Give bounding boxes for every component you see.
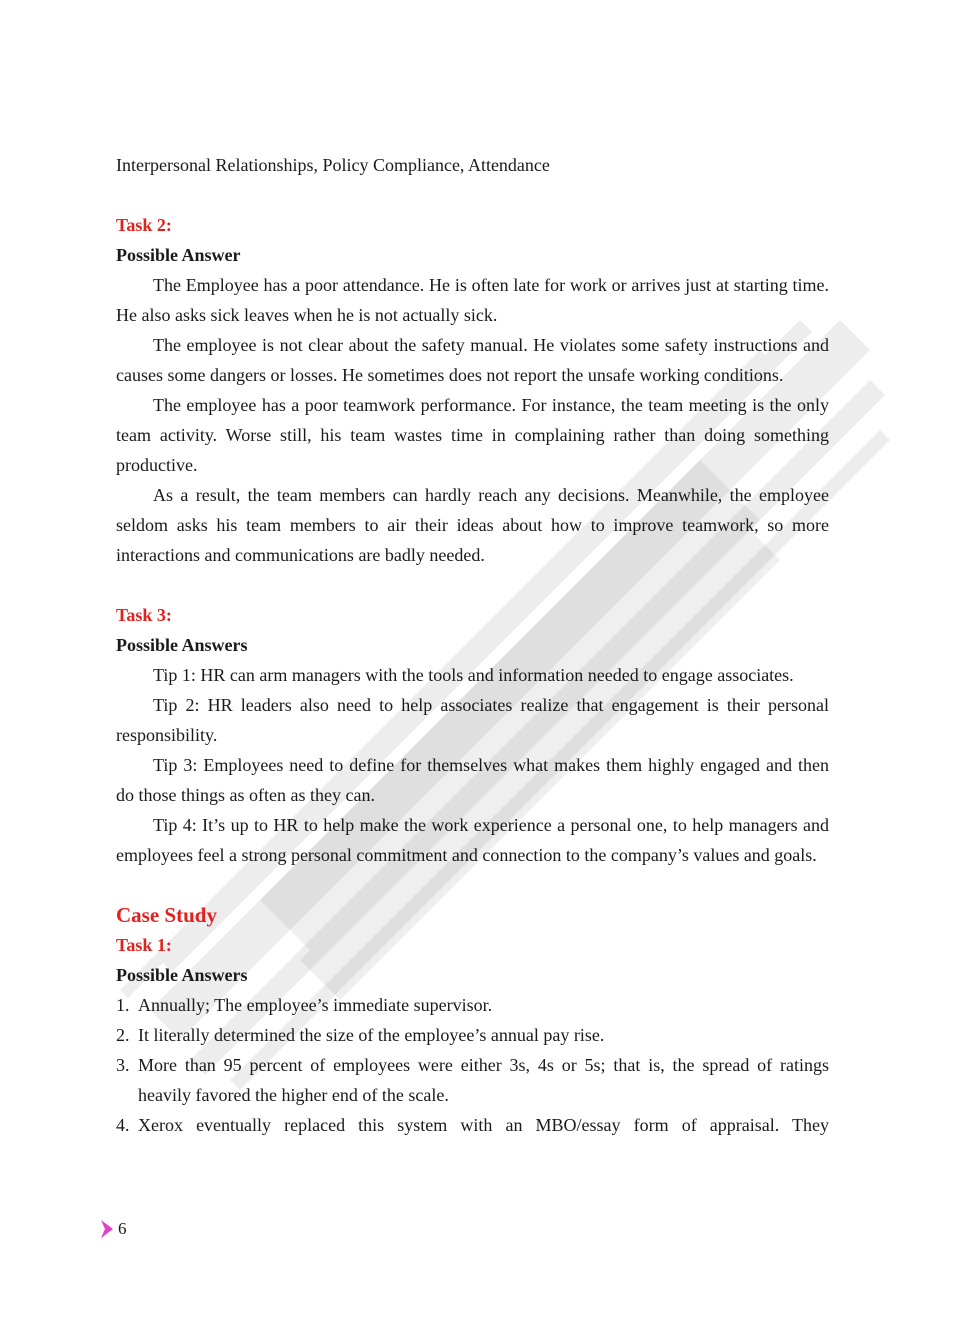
list-text: It literally determined the size of the employee’s annual pay rise. xyxy=(138,1025,605,1045)
page-number: 6 xyxy=(118,1219,127,1238)
task3-subheading: Possible Answers xyxy=(116,635,248,655)
task2-paragraph: As a result, the team members can hardly reach any decisions. Meanwhile, the employee seldom asks his team members to air their ideas about how to improve teamwork, so more interactions and communications are badly needed. xyxy=(116,485,829,565)
case-study-subheading: Possible Answers xyxy=(116,965,248,985)
task2-heading: Task 2: xyxy=(116,215,172,235)
task2-section xyxy=(116,210,829,570)
case-study-task1-heading: Task 1: xyxy=(116,935,172,955)
list-number: 4. xyxy=(116,1115,130,1135)
task3-section xyxy=(116,600,829,870)
list-number: 3. xyxy=(116,1055,130,1075)
page-footer xyxy=(100,1219,127,1239)
intro-line: Interpersonal Relationships, Policy Compliance, Attendance xyxy=(116,155,550,175)
case-study-section xyxy=(116,900,829,1140)
list-text: More than 95 percent of employees were either 3s, 4s or 5s; that is, the spread of ratings heavily favored the higher end of the scale. xyxy=(138,1055,829,1105)
task2-subheading: Possible Answer xyxy=(116,245,241,265)
task2-paragraph: The employee has a poor teamwork performance. For instance, the team meeting is the only team activity. Worse still, his team wastes time in complaining rather than doing something productive. xyxy=(116,395,829,475)
list-item xyxy=(116,1110,829,1140)
list-number: 2. xyxy=(116,1025,130,1045)
list-text: Xerox eventually replaced this system with an MBO/essay form of appraisal. They xyxy=(138,1115,829,1135)
list-item xyxy=(116,1050,829,1110)
list-number: 1. xyxy=(116,995,130,1015)
task2-paragraph: The Employee has a poor attendance. He is often late for work or arrives just at starting time. He also asks sick leaves when he is not actually sick. xyxy=(116,275,829,325)
task3-tip: Tip 2: HR leaders also need to help associates realize that engagement is their personal responsibility. xyxy=(116,695,829,745)
task3-tip: Tip 4: It’s up to HR to help make the work experience a personal one, to help managers and employees feel a strong personal commitment and connection to the company’s values and goals. xyxy=(116,815,829,865)
list-item xyxy=(116,990,829,1020)
list-text: Annually; The employee’s immediate supervisor. xyxy=(138,995,493,1015)
task3-heading: Task 3: xyxy=(116,605,172,625)
list-item xyxy=(116,1020,829,1050)
case-study-heading: Case Study xyxy=(116,903,217,927)
task3-tip: Tip 1: HR can arm managers with the tools and information needed to engage associates. xyxy=(153,665,794,685)
pink-arrow-icon xyxy=(100,1219,114,1239)
page-body xyxy=(116,150,829,1140)
task3-tip: Tip 3: Employees need to define for themselves what makes them highly engaged and then do those things as often as they can. xyxy=(116,755,829,805)
answer-list xyxy=(116,990,829,1140)
task2-paragraph: The employee is not clear about the safety manual. He violates some safety instructions and causes some dangers or losses. He sometimes does not report the unsafe working conditions. xyxy=(116,335,829,385)
